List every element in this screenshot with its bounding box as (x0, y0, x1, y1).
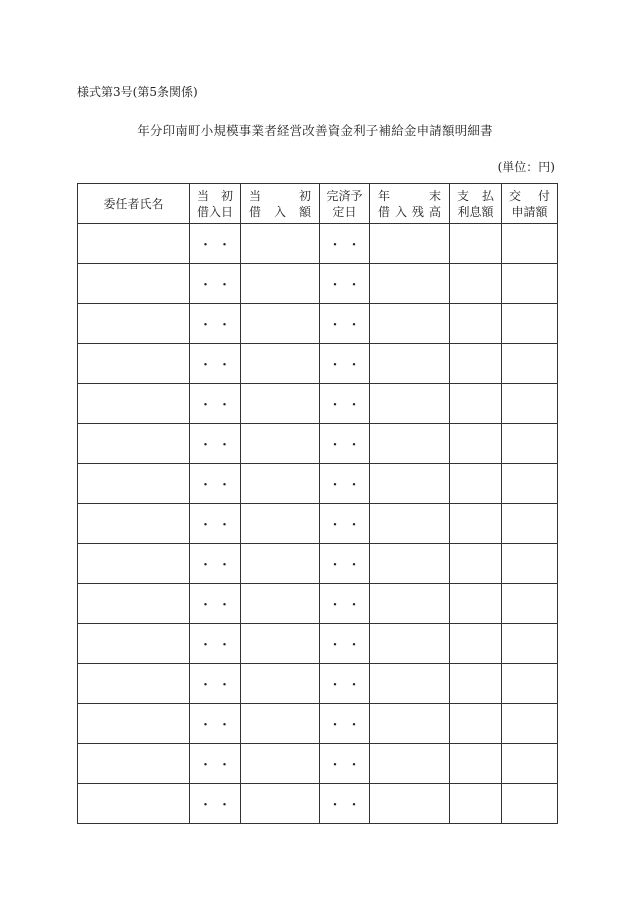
date-separator-dots: ・・ (328, 758, 367, 773)
column-header-name-label: 委任者氏名 (103, 196, 164, 211)
borrow-date-cell[interactable] (190, 584, 241, 624)
completion-date-cell[interactable] (320, 384, 370, 424)
borrow-amount-cell[interactable] (241, 304, 320, 344)
interest-paid-cell[interactable] (450, 544, 502, 584)
grant-amount-cell[interactable] (502, 344, 558, 384)
column-header-borrow-amount-2c: 額 (298, 204, 311, 219)
table-row (78, 304, 558, 344)
name-cell[interactable] (78, 624, 190, 664)
table-row (78, 704, 558, 744)
interest-paid-cell[interactable] (450, 424, 502, 464)
borrow-date-cell[interactable] (190, 784, 241, 824)
grant-amount-cell[interactable] (502, 224, 558, 264)
borrow-date-cell[interactable] (190, 744, 241, 784)
borrow-date-cell[interactable] (190, 424, 241, 464)
year-end-balance-cell[interactable] (370, 304, 450, 344)
column-header-borrow-amount (241, 184, 320, 224)
table-row (78, 344, 558, 384)
borrow-date-cell[interactable] (190, 664, 241, 704)
interest-paid-cell[interactable] (450, 464, 502, 504)
column-header-borrow-amount-1b: 初 (298, 188, 311, 203)
completion-date-cell[interactable] (320, 744, 370, 784)
borrow-amount-cell[interactable] (241, 464, 320, 504)
completion-date-cell[interactable] (320, 264, 370, 304)
column-header-year-end-balance-2b: 入 (394, 204, 407, 219)
year-end-balance-cell[interactable] (370, 384, 450, 424)
interest-paid-cell[interactable] (450, 504, 502, 544)
completion-date-cell[interactable] (320, 504, 370, 544)
document-title: 年分印南町小規模事業者経営改善資金利子補給金申請額明細書 (137, 123, 493, 138)
grant-amount-cell[interactable] (502, 584, 558, 624)
date-separator-dots: ・・ (328, 278, 367, 293)
completion-date-cell[interactable] (320, 424, 370, 464)
date-separator-dots: ・・ (328, 638, 367, 653)
column-header-completion-date (320, 184, 370, 224)
column-header-year-end-balance-2a: 借 (378, 204, 391, 219)
borrow-date-cell[interactable] (190, 304, 241, 344)
date-separator-dots: ・・ (328, 718, 367, 733)
borrow-date-cell[interactable] (190, 224, 241, 264)
borrow-date-cell[interactable] (190, 344, 241, 384)
interest-paid-cell[interactable] (450, 304, 502, 344)
date-separator-dots: ・・ (328, 478, 367, 493)
completion-date-cell[interactable] (320, 784, 370, 824)
grant-amount-cell[interactable] (502, 784, 558, 824)
column-header-grant-amount (502, 184, 558, 224)
name-cell[interactable] (78, 424, 190, 464)
date-separator-dots: ・・ (198, 598, 237, 613)
grant-amount-cell[interactable] (502, 424, 558, 464)
grant-amount-cell[interactable] (502, 384, 558, 424)
year-end-balance-cell[interactable] (370, 424, 450, 464)
column-header-year-end-balance-2d: 高 (428, 204, 441, 219)
date-separator-dots: ・・ (198, 558, 237, 573)
date-separator-dots: ・・ (198, 398, 237, 413)
table-row (78, 504, 558, 544)
interest-paid-cell[interactable] (450, 384, 502, 424)
grant-amount-cell[interactable] (502, 504, 558, 544)
borrow-date-cell[interactable] (190, 464, 241, 504)
completion-date-cell[interactable] (320, 584, 370, 624)
interest-paid-cell[interactable] (450, 224, 502, 264)
date-separator-dots: ・・ (328, 518, 367, 533)
year-end-balance-cell[interactable] (370, 624, 450, 664)
interest-paid-cell[interactable] (450, 784, 502, 824)
completion-date-cell[interactable] (320, 224, 370, 264)
column-header-borrow-date (190, 184, 241, 224)
interest-paid-cell[interactable] (450, 624, 502, 664)
completion-date-cell[interactable] (320, 624, 370, 664)
date-separator-dots: ・・ (328, 798, 367, 813)
column-header-completion-date-2: 定日 (332, 204, 357, 219)
interest-paid-cell[interactable] (450, 344, 502, 384)
date-separator-dots: ・・ (328, 678, 367, 693)
completion-date-cell[interactable] (320, 544, 370, 584)
grant-amount-cell[interactable] (502, 744, 558, 784)
date-separator-dots: ・・ (198, 518, 237, 533)
name-cell[interactable] (78, 504, 190, 544)
column-header-grant-amount-1b: 付 (537, 188, 550, 203)
year-end-balance-cell[interactable] (370, 224, 450, 264)
year-end-balance-cell[interactable] (370, 264, 450, 304)
column-header-interest-paid-1b: 払 (481, 188, 494, 203)
name-cell[interactable] (78, 544, 190, 584)
borrow-date-cell[interactable] (190, 504, 241, 544)
borrow-date-cell[interactable] (190, 624, 241, 664)
year-end-balance-cell[interactable] (370, 344, 450, 384)
table-row (78, 624, 558, 664)
column-header-completion-date-1: 完済予 (326, 188, 363, 203)
borrow-amount-cell[interactable] (241, 344, 320, 384)
completion-date-cell[interactable] (320, 664, 370, 704)
borrow-amount-cell[interactable] (241, 784, 320, 824)
interest-paid-cell[interactable] (450, 264, 502, 304)
borrow-amount-cell[interactable] (241, 264, 320, 304)
borrow-amount-cell[interactable] (241, 664, 320, 704)
borrow-amount-cell[interactable] (241, 504, 320, 544)
column-header-borrow-amount-1a: 当 (249, 188, 262, 203)
table-row (78, 744, 558, 784)
borrow-amount-cell[interactable] (241, 704, 320, 744)
column-header-grant-amount-1a: 交 (509, 188, 522, 203)
interest-paid-cell[interactable] (450, 664, 502, 704)
column-header-borrow-date-1a: 当 (197, 188, 210, 203)
borrow-date-cell[interactable] (190, 544, 241, 584)
table-row (78, 384, 558, 424)
date-separator-dots: ・・ (198, 238, 237, 253)
year-end-balance-cell[interactable] (370, 584, 450, 624)
column-header-borrow-date-2: 借入日 (196, 204, 233, 219)
name-cell[interactable] (78, 224, 190, 264)
date-separator-dots: ・・ (328, 438, 367, 453)
table-row (78, 464, 558, 504)
name-cell[interactable] (78, 704, 190, 744)
name-cell[interactable] (78, 464, 190, 504)
column-header-year-end-balance (370, 184, 450, 224)
name-cell[interactable] (78, 344, 190, 384)
borrow-amount-cell[interactable] (241, 224, 320, 264)
form-number: 様式第3号(第5条関係) (77, 85, 198, 99)
borrow-amount-cell[interactable] (241, 744, 320, 784)
column-header-interest-paid-2: 利息額 (457, 204, 494, 219)
year-end-balance-cell[interactable] (370, 544, 450, 584)
date-separator-dots: ・・ (198, 278, 237, 293)
completion-date-cell[interactable] (320, 704, 370, 744)
date-separator-dots: ・・ (198, 318, 237, 333)
grant-amount-cell[interactable] (502, 664, 558, 704)
date-separator-dots: ・・ (328, 598, 367, 613)
column-header-name (78, 184, 190, 224)
date-separator-dots: ・・ (198, 358, 237, 373)
table-row (78, 544, 558, 584)
column-header-year-end-balance-1a: 年 (378, 188, 391, 203)
year-end-balance-cell[interactable] (370, 784, 450, 824)
name-cell[interactable] (78, 384, 190, 424)
borrow-amount-cell[interactable] (241, 384, 320, 424)
date-separator-dots: ・・ (198, 678, 237, 693)
column-header-interest-paid-1a: 支 (457, 188, 470, 203)
date-separator-dots: ・・ (198, 798, 237, 813)
table-row (78, 224, 558, 264)
borrow-date-cell[interactable] (190, 384, 241, 424)
year-end-balance-cell[interactable] (370, 704, 450, 744)
date-separator-dots: ・・ (328, 558, 367, 573)
name-cell[interactable] (78, 784, 190, 824)
date-separator-dots: ・・ (328, 398, 367, 413)
name-cell[interactable] (78, 264, 190, 304)
grant-amount-cell[interactable] (502, 704, 558, 744)
column-header-year-end-balance-2c: 残 (411, 204, 424, 219)
borrow-amount-cell[interactable] (241, 624, 320, 664)
borrow-amount-cell[interactable] (241, 584, 320, 624)
grant-amount-cell[interactable] (502, 264, 558, 304)
column-header-year-end-balance-1b: 末 (428, 188, 441, 203)
completion-date-cell[interactable] (320, 304, 370, 344)
grant-amount-cell[interactable] (502, 624, 558, 664)
column-header-borrow-amount-2b: 入 (273, 204, 286, 219)
date-separator-dots: ・・ (328, 238, 367, 253)
date-separator-dots: ・・ (198, 438, 237, 453)
table-row (78, 584, 558, 624)
table-header-row (78, 184, 558, 224)
year-end-balance-cell[interactable] (370, 744, 450, 784)
grant-amount-cell[interactable] (502, 544, 558, 584)
year-end-balance-cell[interactable] (370, 464, 450, 504)
date-separator-dots: ・・ (198, 478, 237, 493)
detail-table (77, 183, 558, 824)
column-header-interest-paid (450, 184, 502, 224)
date-separator-dots: ・・ (198, 638, 237, 653)
name-cell[interactable] (78, 304, 190, 344)
date-separator-dots: ・・ (198, 718, 237, 733)
year-end-balance-cell[interactable] (370, 504, 450, 544)
borrow-amount-cell[interactable] (241, 544, 320, 584)
table-row (78, 264, 558, 304)
grant-amount-cell[interactable] (502, 464, 558, 504)
borrow-amount-cell[interactable] (241, 424, 320, 464)
grant-amount-cell[interactable] (502, 304, 558, 344)
table-row (78, 784, 558, 824)
table-row (78, 424, 558, 464)
name-cell[interactable] (78, 744, 190, 784)
name-cell[interactable] (78, 584, 190, 624)
date-separator-dots: ・・ (198, 758, 237, 773)
completion-date-cell[interactable] (320, 344, 370, 384)
column-header-borrow-date-1b: 初 (220, 188, 233, 203)
borrow-date-cell[interactable] (190, 704, 241, 744)
unit-note: (単位：円) (497, 160, 555, 174)
interest-paid-cell[interactable] (450, 744, 502, 784)
borrow-date-cell[interactable] (190, 264, 241, 304)
completion-date-cell[interactable] (320, 464, 370, 504)
interest-paid-cell[interactable] (450, 704, 502, 744)
interest-paid-cell[interactable] (450, 584, 502, 624)
column-header-borrow-amount-2a: 借 (249, 204, 262, 219)
column-header-grant-amount-2: 申請額 (511, 204, 548, 219)
name-cell[interactable] (78, 664, 190, 704)
year-end-balance-cell[interactable] (370, 664, 450, 704)
table-row (78, 664, 558, 704)
date-separator-dots: ・・ (328, 358, 367, 373)
date-separator-dots: ・・ (328, 318, 367, 333)
